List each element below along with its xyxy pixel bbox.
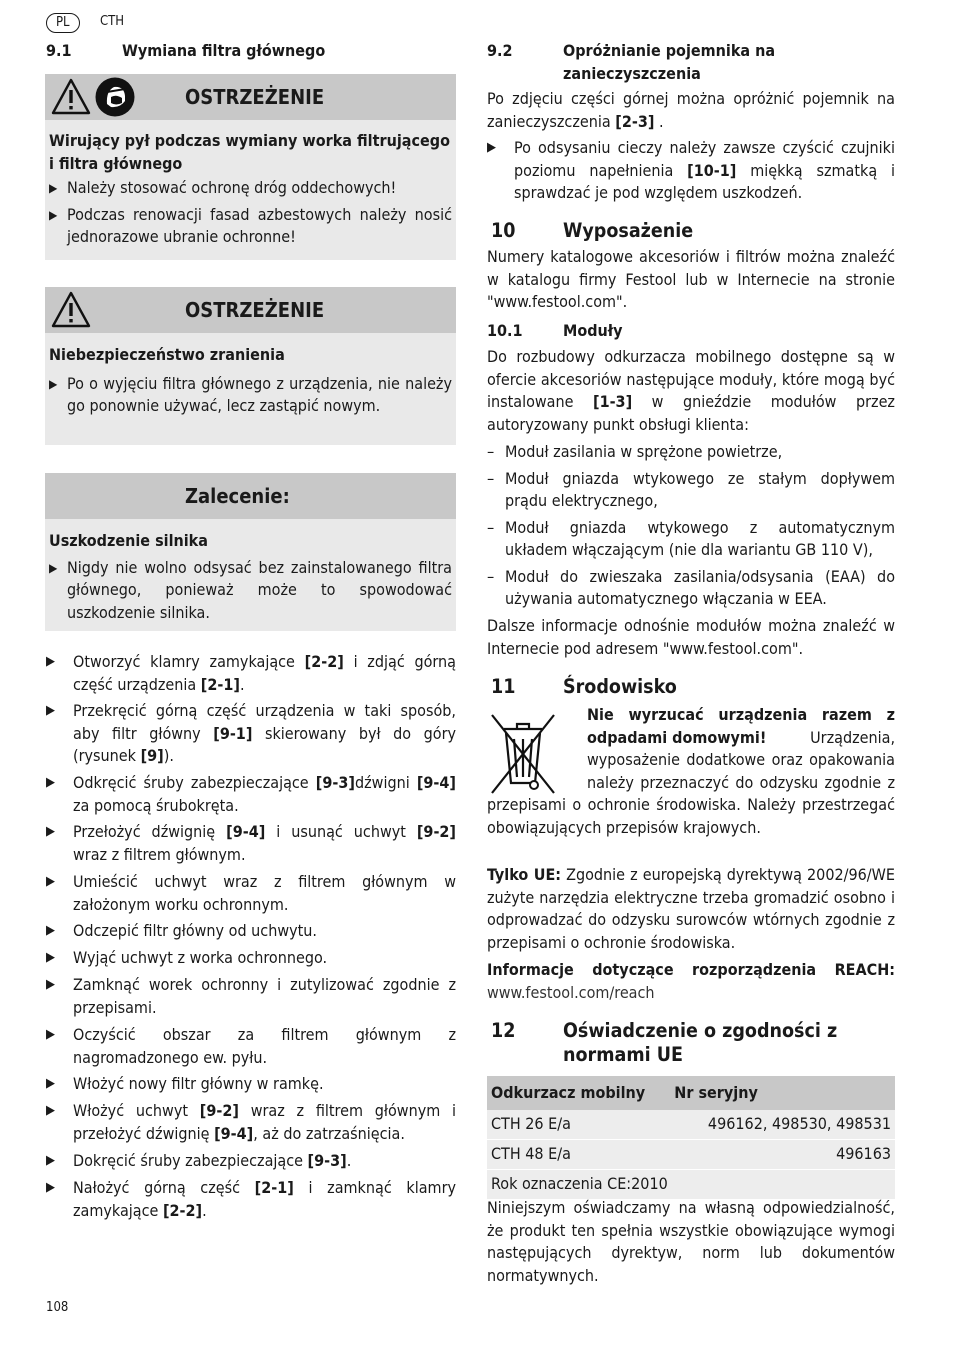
warning-box-header [45,74,456,120]
step-item: ▶ Umieścić uchwyt wraz z filtrem głównym w założonym worku ochronnym. [46,871,456,916]
warning-subtitle: Niebezpieczeństwo zranienia [49,345,285,364]
list-item: – Moduł do zwieszaka zasilania/odsysania (EAA) do używania automatycznego włączania w EEA. [487,566,895,611]
reach-link[interactable]: www.festool.com/reach [487,982,655,1002]
section-9-2-heading: 9.2 Opróżnianie pojemnika na zanieczyszczenia [487,41,776,83]
section-10-1-after: Dalsze informacje odnośnie modułów można znaleźć w Internecie pod adresem "www.festool.com". [487,616,895,658]
section-9-1-heading: 9.1 Wymiana filtra głównego [46,41,326,60]
section-10-paragraph: Numery katalogowe akcesoriów i filtrów można znaleźć w katalogu firmy Festool lub w Internecie na stronie "www.festool.com". [487,247,895,311]
warning-triangle-icon [51,78,91,116]
section-12-paragraph: Niniejszym oświadczamy na własną odpowiedzialność, że produkt ten spełnia wszystkie obowiązujące wymogi następujących dyrektyw, norm lub dokumentów normatywnych. [487,1198,895,1285]
warning-subtitle: Wirujący pył podczas wymiany worka filtrującego i filtra głównego [49,131,450,173]
warning-item: ▶ Podczas renowacji fasad azbestowych należy nosić jednorazowe ubranie ochronne! [49,204,452,249]
step-item: ▶ Otworzyć klamry zamykające [2-2] i zdjąć górną część urządzenia [2-1]. [46,651,456,696]
warning-triangle-icon [51,291,91,329]
section-9-2-bullet: ▶ Po odsysaniu cieczy należy zawsze czyścić czujniki poziomu napełnienia [10-1] miękką szmatką i sprawdzać je pod względem uszkodzeń. [487,137,895,205]
section-11-heading: 11 Środowisko [491,675,677,698]
section-12-heading: 12 Oświadczenie o zgodności z normami UE [491,1019,838,1066]
table-header-cell: Nr seryjny [674,1076,895,1110]
list-item: – Moduł zasilania w sprężone powietrze, [487,441,895,464]
table-row: CTH 48 E/a 496163 [487,1140,895,1170]
step-item: ▶ Przekręcić górną część urządzenia w taki sposób, aby filtr główny [9-1] skierowany był do góry (rysunek [9]). [46,700,456,768]
section-11-reach: Informacje dotyczące rozporządzenia REACH: www.festool.com/reach [487,959,895,1004]
recommendation-title: Zalecenie: [185,484,290,508]
warning-box-dust [45,74,456,260]
warning-item: ▶ Należy stosować ochronę dróg oddechowych! [49,177,452,200]
section-10-1-heading: 10.1 Moduły [487,321,623,340]
step-item: ▶ Zamknąć worek ochronny i zutylizować zgodnie z przepisami. [46,974,456,1019]
list-item: – Moduł gniazda wtykowego z automatycznym układem włączającym (nie dla wariantu GB 110 V), [487,517,895,562]
section-10-heading: 10 Wyposażenie [491,219,694,242]
warning-box-injury [45,287,456,445]
table-row: Rok oznaczenia CE:2010 [487,1170,895,1200]
step-item: ▶ Włożyć nowy filtr główny w ramkę. [46,1073,456,1096]
section-11-paragraph: Urządzenia, wyposażenie dodatkowe oraz opakowania należy przeznaczyć do odzysku zgodnie z przepisami o ochronie środowiska. Należy przestrzegać obowiązujących przepisów krajowych. [487,727,896,837]
warning-box-header [45,287,456,333]
modules-list [487,441,895,615]
respirator-mask-icon [95,77,135,117]
recommendation-box [45,473,456,631]
step-item: ▶ Włożyć uchwyt [9-2] wraz z filtrem głównym i przełożyć dźwignię [9-4], aż do zatrzaśnięcia. [46,1100,456,1145]
warning-item: ▶ Po o wyjęciu filtra głównego z urządzenia, nie należy go ponownie używać, lecz zastąpić nowym. [49,373,452,418]
conformity-table [487,1076,895,1200]
section-10-1-paragraph: Do rozbudowy odkurzacza mobilnego dostępne są w ofercie akcesoriów następujące moduły, które mogą być instalowane [1-3] w gnieździe modułów przez autoryzowany punkt obsługi klienta: [487,347,895,434]
step-item: ▶ Odkręcić śruby zabezpieczające [9-3]dźwigni [9-4] za pomocą śrubokręta. [46,772,456,817]
list-item: – Moduł gniazda wtykowego ze stałym dopływem prądu elektrycznego, [487,468,895,513]
page-number: 108 [46,1300,69,1315]
model-label: CTH [100,14,125,29]
section-9-2-paragraph: Po zdjęciu części górnej można opróżnić pojemnik na zanieczyszczenia [2-3] . [487,89,895,131]
table-header-cell: Odkurzacz mobilny [487,1076,674,1110]
recommendation-item: ▶ Nigdy nie wolno odsysać bez zainstalowanego filtra głównego, ponieważ może to spowodować uszkodzenie silnika. [49,557,452,625]
step-item: ▶ Odczepić filtr główny od uchwytu. [46,920,456,943]
table-header-row [487,1076,895,1110]
step-item: ▶ Oczyścić obszar za filtrem głównym z nagromadzonego ew. pyłu. [46,1024,456,1069]
table-row: CTH 26 E/a 496162, 498530, 498531 [487,1110,895,1140]
section-11-paragraph-top: Nie wyrzucać urządzenia razem z odpadami domowymi! [587,705,895,747]
warning-title: OSTRZEŻENIE [185,298,325,322]
step-item: ▶ Przełożyć dźwignię [9-4] i usunąć uchwyt [9-2] wraz z filtrem głównym. [46,821,456,866]
language-badge: PL [46,13,80,33]
warning-title: OSTRZEŻENIE [185,85,325,109]
step-item: ▶ Wyjąć uchwyt z worka ochronnego. [46,947,456,970]
recommendation-header [45,473,456,519]
step-item: ▶ Dokręcić śruby zabezpieczające [9-3]. [46,1150,456,1173]
step-item: ▶ Nałożyć górną część [2-1] i zamknąć klamry zamykające [2-2]. [46,1177,456,1222]
section-11-eu-paragraph: Tylko UE: Zgodnie z europejską dyrektywą 2002/96/WE zużyte narzędzia elektryczne trzeba gromadzić osobno i odprowadzać do odzysku surowców wtórnych zgodnie z przepisami o ochronie środowiska. [487,865,895,952]
recommendation-subtitle: Uszkodzenie silnika [49,531,208,550]
